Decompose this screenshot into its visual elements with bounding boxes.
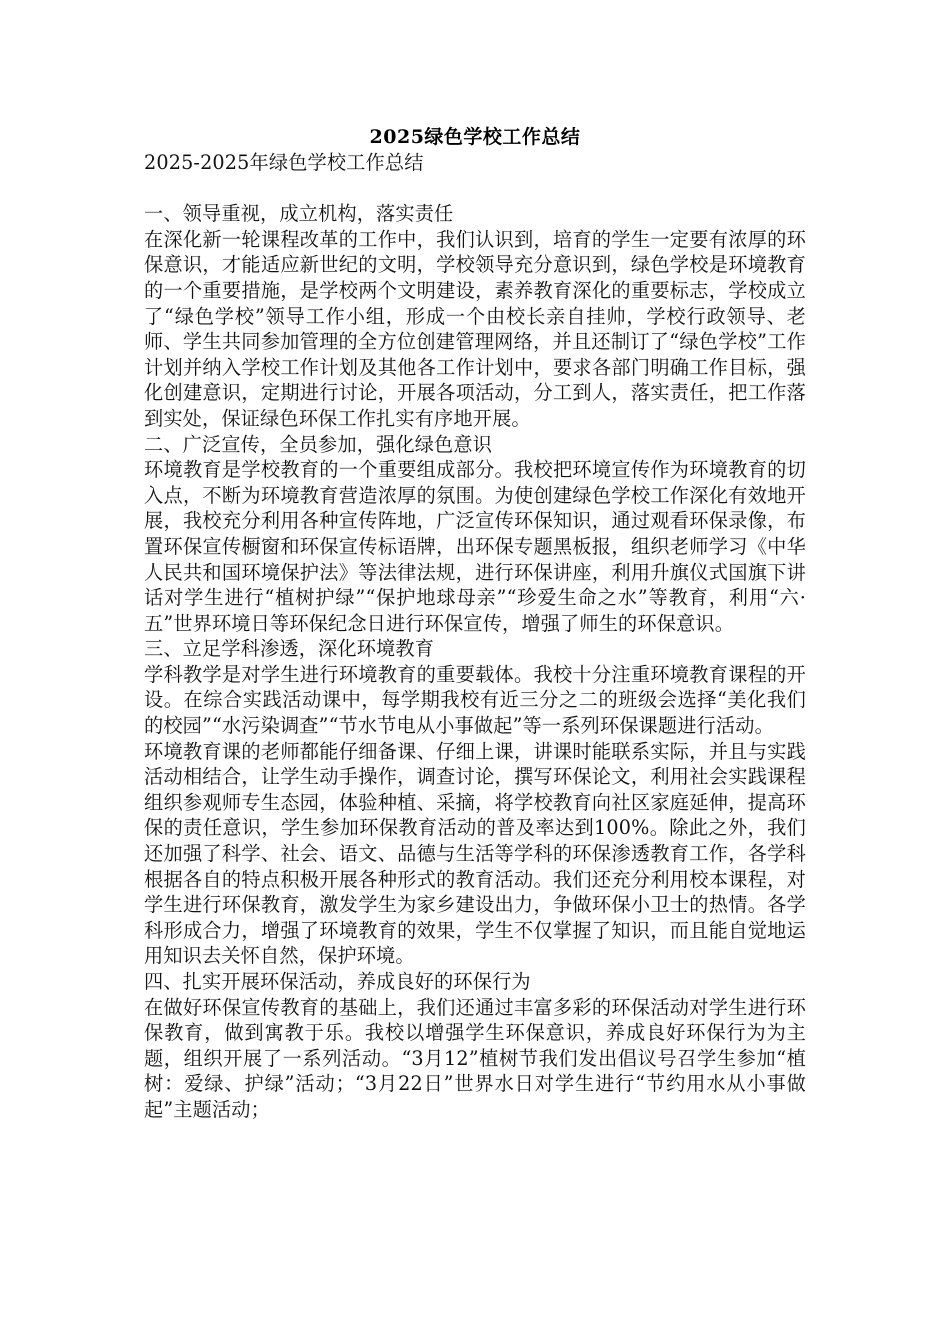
section-2-paragraph: 环境教育是学校教育的一个重要组成部分。我校把环境宣传作为环境教育的切入点，不断为环境教育营造浓厚的氛围。为使创建绿色学校工作深化有效地开展，我校充分利用各种宣传阵地，广泛宣传环保知识，通过观看环保录像，布置环保宣传橱窗和环保宣传标语牌，出环保专题黑板报，组织老师学习《中华人民共和国环境保护法》等法律法规，进行环保讲座，利用升旗仪式国旗下讲话对学生进行“植树护绿”“保护地球母亲”“珍爱生命之水”等教育，利用“六·五”世界环境日等环保纪念日进行环保宣传，增强了师生的环保意识。 bbox=[144, 458, 806, 635]
section-1-paragraph: 在深化新一轮课程改革的工作中，我们认识到，培育的学生一定要有浓厚的环保意识，才能适应新世纪的文明，学校领导充分意识到，绿色学校是环境教育的一个重要措施，是学校两个文明建设，素养教育深化的重要标志，学校成立了“绿色学校”领导工作小组，形成一个由校长亲自挂帅，学校行政领导、老师、学生共同参加管理的全方位创建管理网络，并且还制订了“绿色学校”工作计划并纳入学校工作计划及其他各工作计划中，要求各部门明确工作目标，强化创建意识，定期进行讨论，开展各项活动，分工到人，落实责任，把工作落到实处，保证绿色环保工作扎实有序地开展。 bbox=[144, 227, 806, 430]
document-title: 2025绿色学校工作总结 bbox=[369, 126, 581, 148]
blank-line bbox=[144, 176, 806, 202]
section-4-paragraph: 在做好环保宣传教育的基础上，我们还通过丰富多彩的环保活动对学生进行环保教育，做到寓教于乐。我校以增强学生环保意识，养成良好环保行为为主题，组织开展了一系列活动。“3月12”植树节我们发出倡议号召学生参加“植树：爱绿、护绿”活动；“3月22日”世界水日对学生进行“节约用水从小事做起”主题活动； bbox=[144, 995, 806, 1121]
document-subtitle: 2025-2025年绿色学校工作总结 bbox=[144, 151, 424, 174]
section-3-paragraph-1: 学科教学是对学生进行环境教育的重要载体。我校十分注重环境教育课程的开设。在综合实践活动课中，每学期我校有近三分之二的班级会选择“美化我们的校园”“水污染调查”“节水节电从小事做起”等一系列环保课题进行活动。 bbox=[144, 662, 806, 738]
section-heading-3: 三、立足学科渗透，深化环境教育 bbox=[144, 637, 435, 661]
section-heading-4: 四、扎实开展环保活动，养成良好的环保行为 bbox=[144, 970, 531, 993]
section-3-paragraph-2: 环境教育课的老师都能仔细备课、仔细上课，讲课时能联系实际，并且与实践活动相结合，让学生动手操作，调查讨论，撰写环保论文，利用社会实践课程组织参观师专生态园，体验种植、采摘，将学校教育向社区家庭延伸，提高环保的责任意识，学生参加环保教育活动的普及率达到100%。除此之外，我们还加强了科学、社会、语文、品德与生活等学科的环保渗透教育工作，各学科根据各自的特点积极开展各种形式的教育活动。我们还充分利用校本课程，对学生进行环保教育，激发学生为家乡建设出力，争做环保小卫士的热情。各学科形成合力，增强了环境教育的效果，学生不仅掌握了知识，而且能自觉地运用知识去关怀自然，保护环境。 bbox=[144, 739, 806, 968]
section-heading-2: 二、广泛宣传，全员参加，强化绿色意识 bbox=[144, 432, 493, 456]
document-body bbox=[144, 150, 806, 1123]
section-heading-1: 一、领导重视，成立机构，落实责任 bbox=[144, 202, 454, 226]
